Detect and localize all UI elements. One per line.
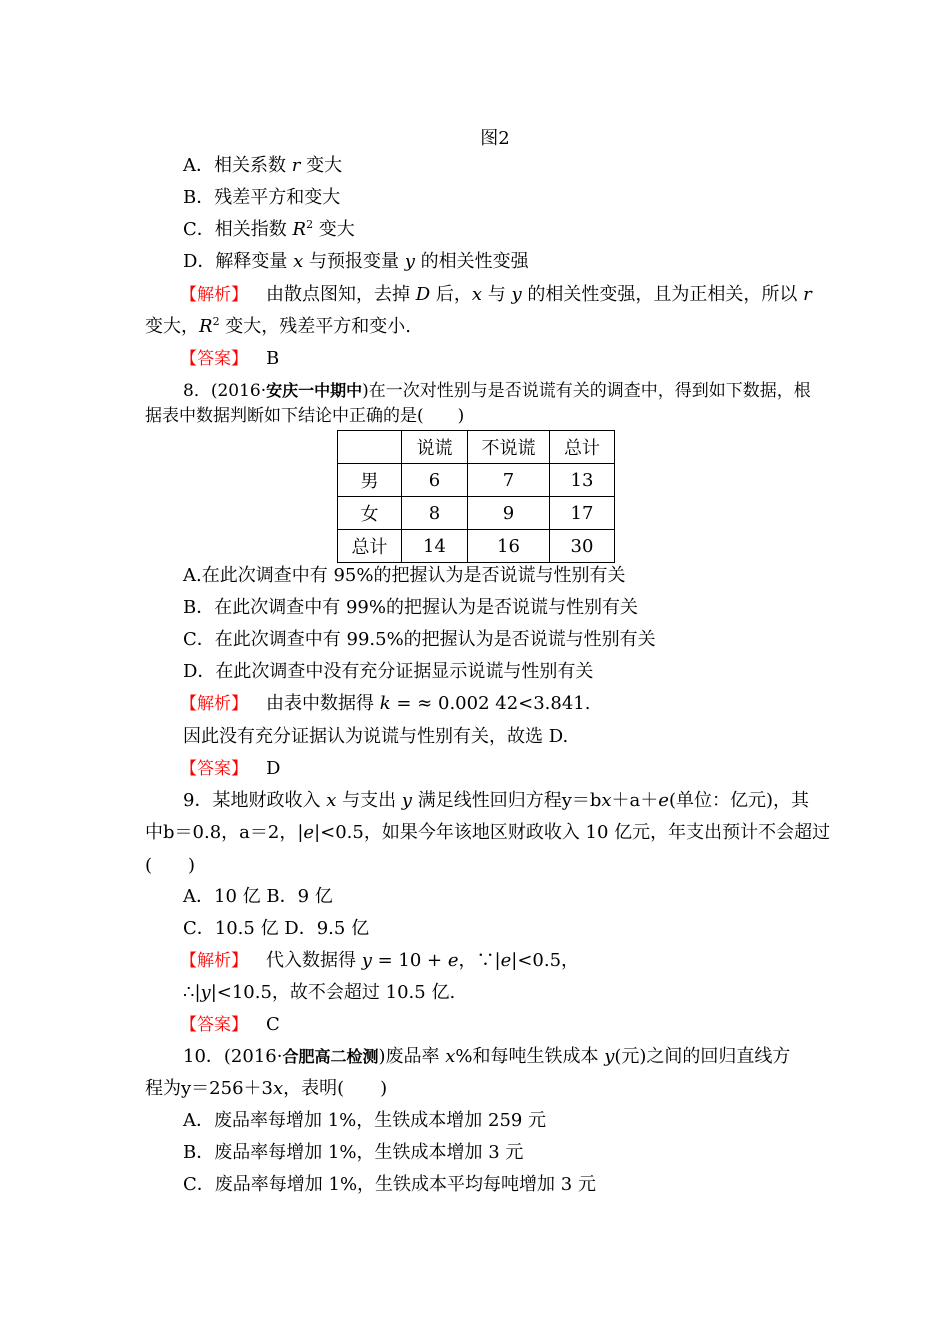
analysis-tag: 【解析】 (180, 951, 248, 971)
answer-tag: 【答案】 (180, 349, 248, 369)
table-header-row (338, 431, 615, 464)
figure-caption: 图2 (480, 128, 510, 149)
q10-option-c: C．废品率每增加 1%，生铁成本平均每吨增加 3 元 (183, 1174, 596, 1195)
q8-option-b: B．在此次调查中有 99%的把握认为是否说谎与性别有关 (183, 597, 638, 618)
table-cell: 14 (402, 530, 468, 563)
q9-analysis-line2: ∴|y|<10.5，故不会超过 10.5 亿. (183, 982, 456, 1003)
table-cell: 7 (468, 464, 550, 497)
q9-analysis-line1: 【解析】 代入数据得 y = 10 + e，∵|e|<0.5， (180, 950, 580, 971)
table-row (338, 464, 615, 497)
q8-option-d: D．在此次调查中没有充分证据显示说谎与性别有关 (183, 661, 594, 682)
q10-stem-line2: 程为y＝256＋3x，表明( ) (145, 1078, 388, 1099)
table-row (338, 530, 615, 563)
q8-analysis-line1: 【解析】 由表中数据得 k = ≈ 0.002 42<3.841. (180, 693, 591, 714)
table-header: 说谎 (402, 431, 468, 464)
q9-stem-line2: 中b＝0.8，a＝2，|e|<0.5，如果今年该地区财政收入 10 亿元，年支出预计不会超过 (145, 822, 831, 843)
table-header: 不说谎 (468, 431, 550, 464)
q8-option-c: C．在此次调查中有 99.5%的把握认为是否说谎与性别有关 (183, 629, 656, 650)
q7-analysis-line1: 【解析】 由散点图知，去掉 D 后，x 与 y 的相关性变强，且为正相关，所以 r (180, 284, 812, 305)
table-row (338, 497, 615, 530)
q7-option-a: A．相关系数 r 变大 (183, 155, 343, 176)
q10-option-a: A．废品率每增加 1%，生铁成本增加 259 元 (183, 1110, 547, 1131)
table-cell: 13 (550, 464, 615, 497)
table-cell: 9 (468, 497, 550, 530)
q9-stem-line3: ( ) (145, 855, 196, 876)
table-header: 总计 (550, 431, 615, 464)
q10-stem-line1: 10．(2016·合肥高二检测)废品率 x%和每吨生铁成本 y(元)之间的回归直线方 (183, 1046, 791, 1067)
q8-stem-line1: 8．(2016·安庆一中期中)在一次对性别与是否说谎有关的调查中，得到如下数据，根 (183, 381, 811, 401)
q7-answer: 【答案】 B (180, 348, 280, 369)
q7-option-c: C．相关指数 $R^2$ 变大 (183, 218, 355, 240)
table-cell: 16 (468, 530, 550, 563)
q10-option-b: B．废品率每增加 1%，生铁成本增加 3 元 (183, 1142, 524, 1163)
q9-stem-line1: 9．某地财政收入 x 与支出 y 满足线性回归方程y＝bx＋a＋e(单位：亿元)，其 (183, 790, 809, 811)
table-cell (338, 431, 402, 464)
q9-answer: 【答案】 C (180, 1014, 280, 1035)
table-cell: 8 (402, 497, 468, 530)
q8-analysis-line2: 因此没有充分证据认为说谎与性别有关，故选 D. (183, 726, 569, 747)
q8-stem-line2: 据表中数据判断如下结论中正确的是( ) (145, 406, 465, 426)
q8-answer: 【答案】 D (180, 758, 281, 779)
q7-option-b: B．残差平方和变大 (183, 187, 341, 208)
table-cell: 30 (550, 530, 615, 563)
q9-options-cd: C．10.5 亿 D．9.5 亿 (183, 918, 370, 939)
answer-tag: 【答案】 (180, 759, 248, 779)
table-cell: 男 (338, 464, 402, 497)
analysis-tag: 【解析】 (180, 694, 248, 714)
q7-analysis-line2: 变大，$R^2$ 变大，残差平方和变小. (145, 315, 412, 337)
analysis-tag: 【解析】 (180, 285, 248, 305)
table-cell: 6 (402, 464, 468, 497)
data-table (337, 430, 615, 563)
answer-tag: 【答案】 (180, 1015, 248, 1035)
q8-option-a: A.在此次调查中有 95%的把握认为是否说谎与性别有关 (183, 565, 626, 586)
table-cell: 总计 (338, 530, 402, 563)
q7-option-d: D．解释变量 x 与预报变量 y 的相关性变强 (183, 251, 529, 272)
q9-options-ab: A．10 亿 B．9 亿 (183, 886, 333, 907)
table-cell: 17 (550, 497, 615, 530)
table-cell: 女 (338, 497, 402, 530)
